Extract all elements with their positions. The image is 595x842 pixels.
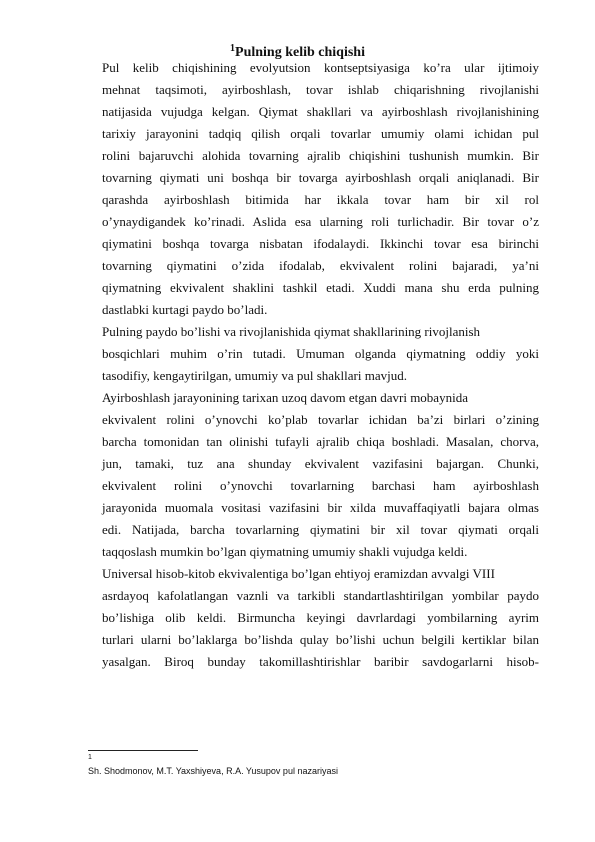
footnote-divider — [88, 750, 198, 751]
page-title-text: Pulning kelib chiqishi — [235, 45, 365, 60]
text-line: taqqoslash mumkin bo’lgan qiymatning umumiy shakli vujudga keldi. — [102, 544, 468, 559]
text-line: mehnat taqsimoti, ayirboshlash, tovar ishlab chiqarishning rivojlanishi — [102, 82, 539, 97]
text-line: jarayonida muomala vositasi vazifasini bir xilda muvaffaqiyatli bajara olmas — [102, 500, 539, 515]
text-line: rolini bajaruvchi alohida tovarning ajralib chiqishini tushunish mumkin. Bir — [102, 148, 539, 163]
text-line: tovarning qiymati uni boshqa bir tovarga ayirboshlash orqali aniqlanadi. Bir — [102, 170, 539, 185]
text-line: bo’lishiga olib keldi. Birmuncha keyingi davrlardagi yombilarning ayrim — [102, 610, 539, 625]
text-line: Ayirboshlash jarayonining tarixan uzoq davom etgan davri mobaynida — [102, 390, 468, 405]
text-line: turlari ularni bo’laklarga bo’lishda qulay bo’lishi uchun belgili kertiklar bilan — [102, 632, 539, 647]
text-line: Pulning paydo bo’lishi va rivojlanishida qiymat shakllarining rivojlanish — [102, 324, 481, 339]
text-line: tovarning qiymatini o’zida ifodalab, ekvivalent rolini bajaradi, ya’ni — [102, 258, 539, 273]
text-line: dastlabki kurtagi paydo bo’ladi. — [102, 302, 268, 317]
footnote-text: Sh. Shodmonov, M.T. Yaxshiyeva, R.A. Yusupov pul nazariyasi — [88, 766, 338, 776]
text-line: o’ynaydigandek ko’rinadi. Aslida esa ularning roli turlichadir. Bir tovar o’z — [102, 214, 539, 229]
text-line: edi. Natijada, barcha tovarlarning qiymatini bir xil tovar qiymati orqali — [102, 522, 539, 537]
text-line: tasodifiy, kengaytirilgan, umumiy va pul shakllari mavjud. — [102, 368, 407, 383]
text-line: jun, tamaki, tuz ana shunday ekvivalent vazifasini bajargan. Chunki, — [102, 456, 539, 471]
text-line: yasalgan. Biroq bunday takomillashtirishlar baribir savdogarlarni hisob- — [102, 654, 539, 669]
text-line: barcha tomonidan tan olinishi tufayli ajralib chiqa boshladi. Masalan, chorva, — [102, 434, 539, 449]
text-line: asrdayoq kafolatlangan vaznli va tarkibli standartlashtirilgan yombilar paydo — [102, 588, 539, 603]
text-line: qiymatning ekvivalent shaklini tashkil etadi. Xuddi mana shu erda pulning — [102, 280, 539, 295]
text-line: qarashda ayirboshlash bitimida har ikkala tovar ham bir xil rol — [102, 192, 539, 207]
text-line: bosqichlari muhim o’rin tutadi. Umuman olganda qiymatning oddiy yoki — [102, 346, 539, 361]
text-line: Pul kelib chiqishining evolyutsion kontseptsiyasiga ko’ra ular ijtimoiy — [102, 60, 539, 75]
footnote-reference[interactable]: 1 — [230, 43, 236, 54]
text-line: natijasida vujudga kelgan. Qiymat shakllari va ayirboshlash rivojlanishining — [102, 104, 539, 119]
footnote-number: 1 — [88, 754, 92, 761]
page-title — [0, 40, 595, 62]
text-line: Universal hisob-kitob ekvivalentiga bo’lgan ehtiyoj eramizdan avvalgi VIII — [102, 566, 495, 581]
text-line: ekvivalent rolini o’ynovchi ko’plab tovarlar ichidan ba’zi birlari o’zining — [102, 412, 539, 427]
text-line: qiymatini boshqa tovarga nisbatan ifodalaydi. Ikkinchi tovar esa birinchi — [102, 236, 539, 251]
text-line: ekvivalent rolini o’ynovchi tovarlarning barchasi ham ayirboshlash — [102, 478, 539, 493]
text-line: tarixiy jarayonini tadqiq qilish orqali tovarlar umumiy olami ichidan pul — [102, 126, 539, 141]
